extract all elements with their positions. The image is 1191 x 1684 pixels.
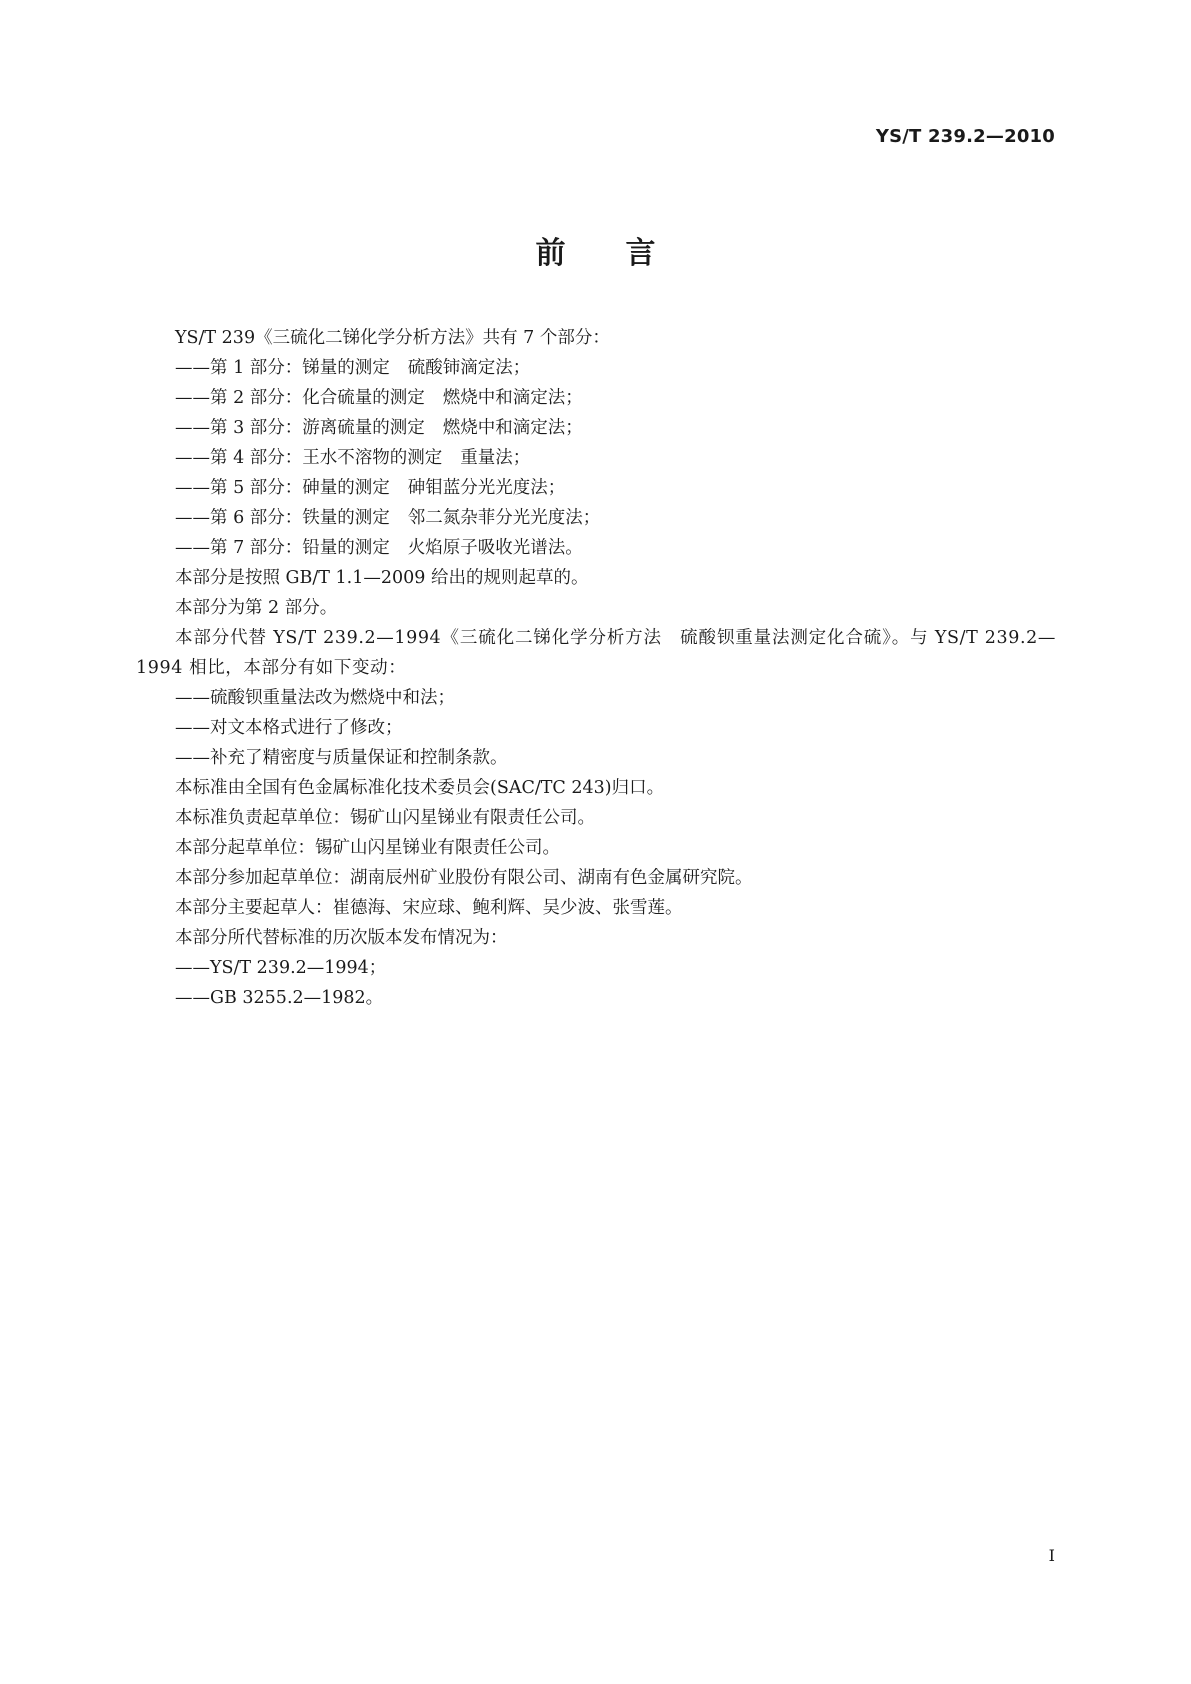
list-item: [136, 383, 1056, 413]
list-item: [136, 503, 1056, 533]
responsible-unit-statement: 本标准负责起草单位：锡矿山闪星锑业有限责任公司。: [175, 808, 595, 828]
parts-list: [136, 353, 1056, 563]
history-statement: 本部分所代替标准的历次版本发布情况为：: [175, 928, 508, 948]
part-method: 硫酸铈滴定法；: [407, 358, 531, 378]
drafting-unit-statement: 本部分起草单位：锡矿山闪星锑业有限责任公司。: [175, 838, 560, 858]
replacement-text-after: 硫酸钡重量法测定化合硫》。与 YS/T 239.2—1994 相比，本部分有如下变动：: [136, 628, 1057, 678]
list-item: [136, 353, 1056, 383]
part-method: 火焰原子吸收光谱法。: [407, 538, 583, 558]
part-title: ——第 5 部分：砷量的测定: [175, 478, 390, 498]
list-item: ——YS/T 239.2—1994；: [175, 958, 387, 978]
list-item: ——对文本格式进行了修改；: [175, 718, 403, 738]
replacement-text-before: 本部分代替 YS/T 239.2—1994《三硫化二锑化学分析方法: [175, 628, 662, 648]
technical-committee-statement: 本标准由全国有色金属标准化技术委员会(SAC/TC 243)归口。: [175, 778, 665, 798]
part-method: 重量法；: [460, 448, 531, 468]
part-title: ——第 3 部分：游离硫量的测定: [175, 418, 425, 438]
replacement-paragraph: [136, 623, 1056, 683]
part-method: 砷钼蓝分光光度法；: [407, 478, 566, 498]
drafters-statement: 本部分主要起草人：崔德海、宋应球、鲍利辉、吴少波、张雪莲。: [175, 898, 683, 918]
foreword-body: [136, 323, 1056, 1013]
part-method: 燃烧中和滴定法；: [442, 388, 583, 408]
part-title: ——第 6 部分：铁量的测定: [175, 508, 390, 528]
drafting-rule: 本部分是按照 GB/T 1.1—2009 给出的规则起草的。: [175, 568, 589, 588]
page-number: I: [1048, 1546, 1055, 1565]
part-title: ——第 7 部分：铅量的测定: [175, 538, 390, 558]
part-method: 燃烧中和滴定法；: [442, 418, 583, 438]
page-title: 前言: [535, 236, 716, 271]
part-title: ——第 1 部分：锑量的测定: [175, 358, 390, 378]
changes-list: [136, 683, 1056, 773]
participating-units-statement: 本部分参加起草单位：湖南辰州矿业股份有限公司、湖南有色金属研究院。: [175, 868, 753, 888]
intro-paragraph: YS/T 239《三硫化二锑化学分析方法》共有 7 个部分：: [175, 328, 610, 348]
list-item: [136, 473, 1056, 503]
list-item: [136, 533, 1056, 563]
standard-number: YS/T 239.2—2010: [875, 126, 1055, 147]
part-method: 邻二氮杂菲分光光度法；: [407, 508, 601, 528]
part-title: ——第 2 部分：化合硫量的测定: [175, 388, 425, 408]
list-item: [136, 413, 1056, 443]
list-item: ——GB 3255.2—1982。: [175, 988, 384, 1008]
list-item: ——补充了精密度与质量保证和控制条款。: [175, 748, 508, 768]
list-item: [136, 443, 1056, 473]
part-title: ——第 4 部分：王水不溶物的测定: [175, 448, 443, 468]
history-list: [136, 953, 1056, 1013]
list-item: ——硫酸钡重量法改为燃烧中和法；: [175, 688, 455, 708]
part-statement: 本部分为第 2 部分。: [175, 598, 338, 618]
